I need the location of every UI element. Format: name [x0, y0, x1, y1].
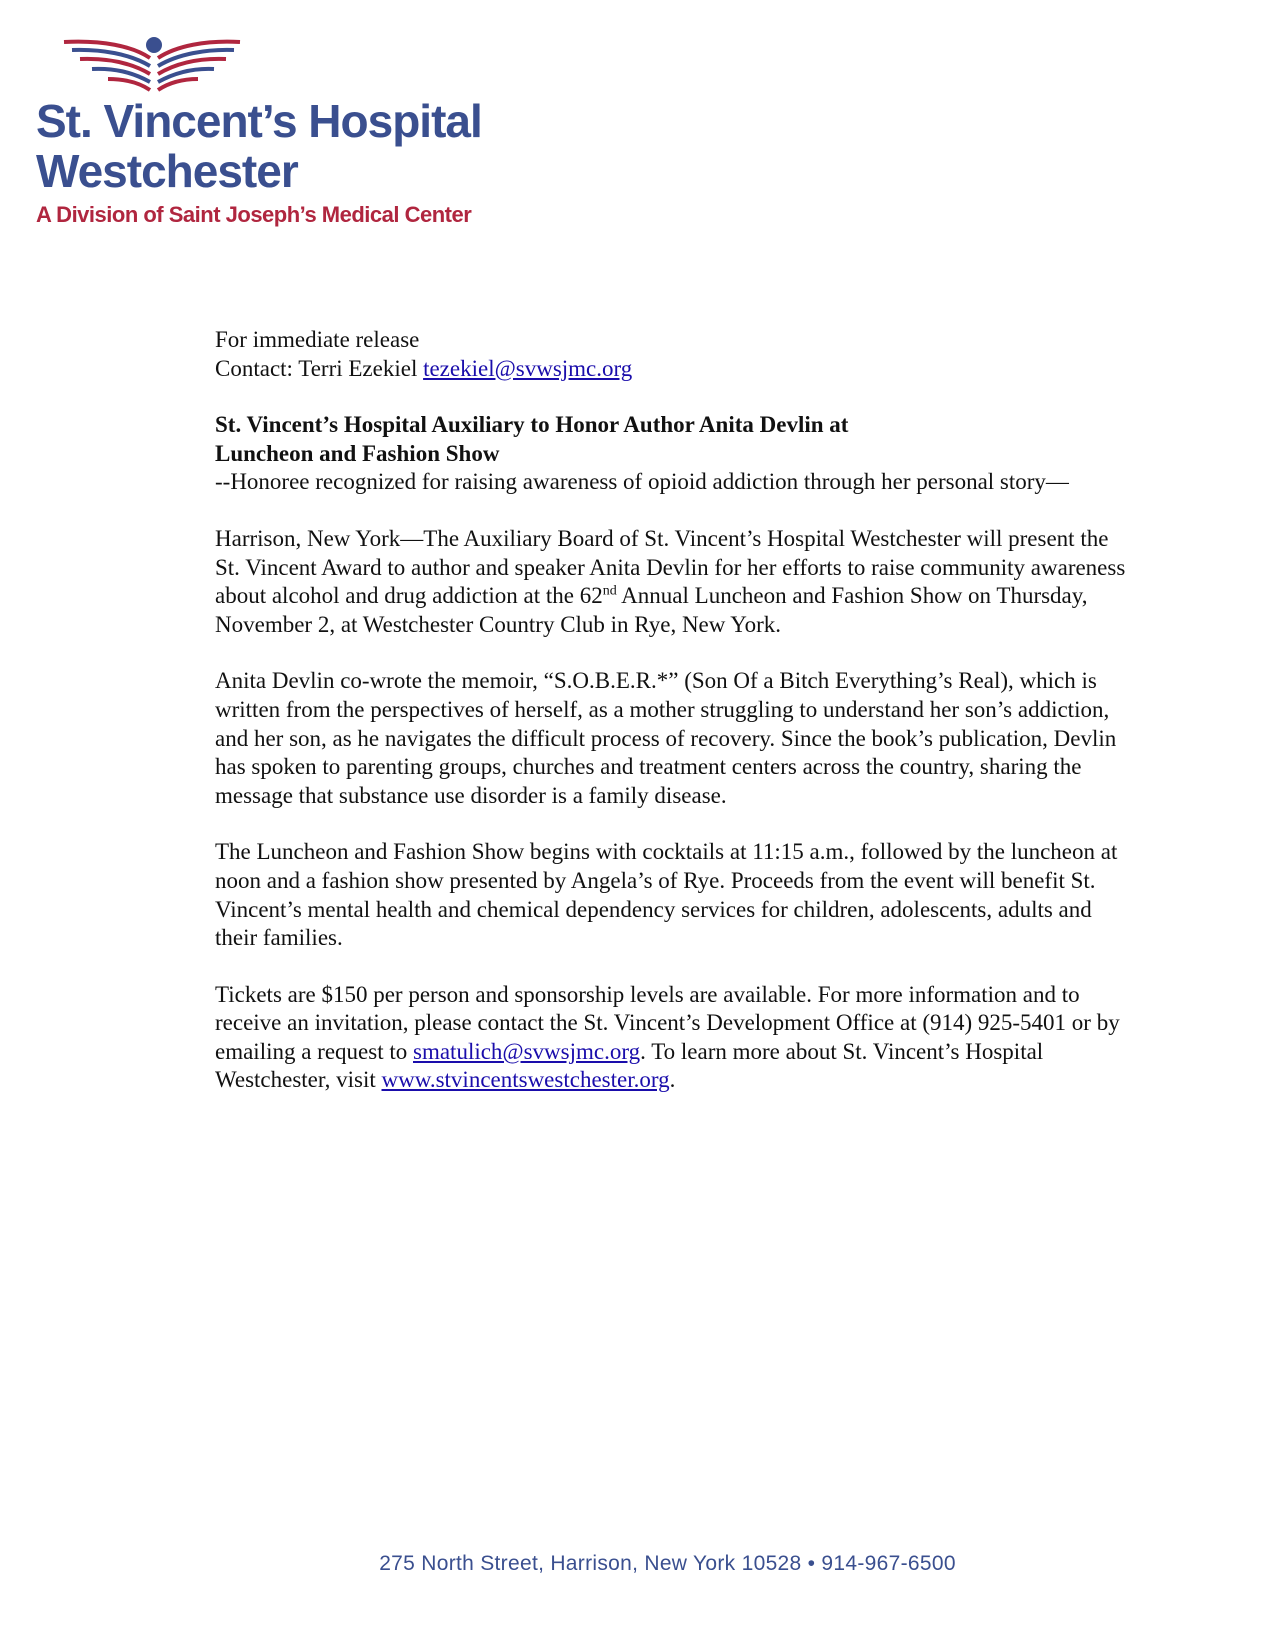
- paragraph-1: [215, 525, 1135, 639]
- logo-name-line1: St. Vincent’s Hospital: [36, 95, 482, 147]
- paragraph-4-text: Tickets are $150 per person and sponsorship levels are available. For more information and to receive an invitation, please contact the St. Vincent’s Development Office at (914) 925-5401 or by emailing a request to: [215, 981, 1120, 1064]
- contact-line: [215, 355, 1135, 384]
- paragraph-1-text-end: Annual Luncheon and Fashion Show on Thursday, November 2, at Westchester Country Club in Rye, New York.: [215, 583, 1088, 637]
- contact-email-link[interactable]: tezekiel@svwsjmc.org: [423, 355, 633, 381]
- logo-tagline: A Division of Saint Joseph’s Medical Center: [36, 202, 472, 227]
- website-link[interactable]: www.stvincentswestchester.org: [381, 1067, 670, 1093]
- paragraph-4: [215, 981, 1135, 1095]
- paragraph-3: The Luncheon and Fashion Show begins with cocktails at 11:15 a.m., followed by the luncheon at noon and a fashion show presented by Angela’s of Rye. Proceeds from the event will benefit St. Vincent’s mental health and chemical dependency services for children, adolescents, adults and their families.: [215, 839, 1118, 951]
- press-release-body: [215, 326, 1135, 1095]
- release-label: For immediate release: [215, 327, 420, 352]
- development-email-link[interactable]: smatulich@svwsjmc.org: [413, 1038, 641, 1064]
- paragraph-2: Anita Devlin co-wrote the memoir, “S.O.B.E.R.*” (Son Of a Bitch Everything’s Real), which is written from the perspectives of herself, as a mother struggling to understand her son’s addiction, and her son, as he navigates the difficult process of recovery. Since the book’s publication, Devlin has spoken to parenting groups, churches and treatment centers across the country, sharing the message that substance use disorder is a family disease.: [215, 668, 1117, 808]
- headline-line2: Luncheon and Fashion Show: [215, 440, 500, 466]
- paragraph-1-text: Harrison, New York—The Auxiliary Board of St. Vincent’s Hospital Westchester will present the St. Vincent Award to author and speaker Anita Devlin for her efforts to raise community awareness about alcohol and drug addiction at the 62: [215, 525, 1126, 609]
- headline-line1: St. Vincent’s Hospital Auxiliary to Honor Author Anita Devlin at: [215, 412, 849, 438]
- wings-logo-icon: [62, 34, 242, 96]
- ordinal-suffix: nd: [602, 583, 617, 599]
- contact-label: Contact: Terri Ezekiel: [215, 355, 418, 381]
- logo-name-line2: Westchester: [36, 145, 298, 197]
- footer-address: 275 North Street, Harrison, New York 10528 • 914-967-6500: [379, 1552, 956, 1575]
- paragraph-4-text-end: .: [669, 1067, 676, 1093]
- paragraph-4-text-mid: . To learn more about St. Vincent’s Hospital Westchester, visit: [215, 1038, 1044, 1093]
- subheadline: --Honoree recognized for raising awareness of opioid addiction through her personal story—: [215, 469, 1069, 495]
- hospital-logo: [36, 34, 506, 234]
